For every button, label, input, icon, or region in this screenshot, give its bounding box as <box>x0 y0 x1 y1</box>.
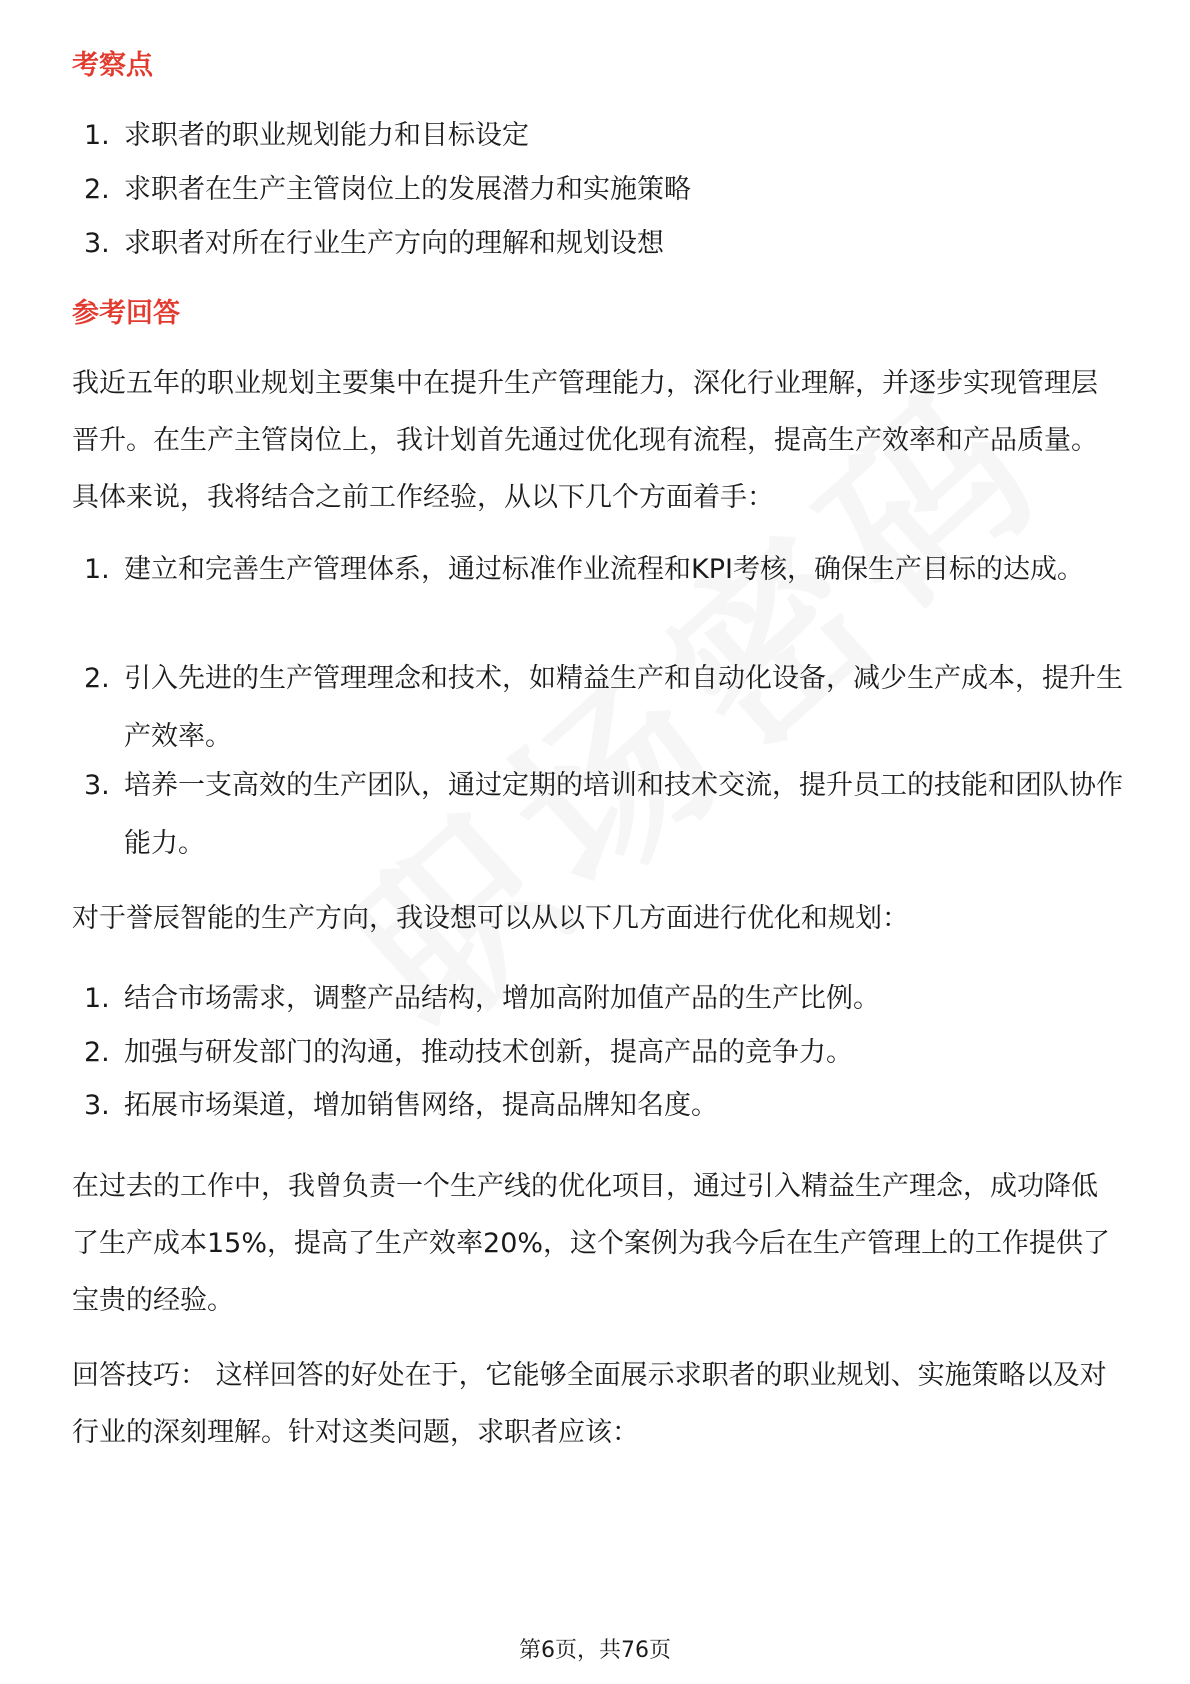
list-item <box>84 650 1124 766</box>
intro-paragraph: 我近五年的职业规划主要集中在提升生产管理能力，深化行业理解，并逐步实现管理层晋升。在生产主管岗位上，我计划首先通过优化现有流程，提高生产效率和产品质量。具体来说，我将结合之前工作经验，从以下几个方面着手： <box>72 368 1098 513</box>
section-heading-reference-answer: 参考回答 <box>72 298 180 329</box>
list-item-text: 拓展市场渠道，增加销售网络，提高品牌知名度。 <box>124 1090 718 1121</box>
tips-paragraph: 回答技巧： 这样回答的好处在于，它能够全面展示求职者的职业规划、实施策略以及对行业的深刻理解。针对这类问题，求职者应该： <box>72 1360 1107 1448</box>
list-item-text: 结合市场需求，调整产品结构，增加高附加值产品的生产比例。 <box>124 983 880 1014</box>
list-item-number: 1. <box>84 554 110 585</box>
list-item <box>84 107 1124 165</box>
list-item-text: 求职者在生产主管岗位上的发展潜力和实施策略 <box>124 174 691 205</box>
list-item-text: 引入先进的生产管理理念和技术，如精益生产和自动化设备，减少生产成本，提升生产效率。 <box>124 663 1123 752</box>
list-item <box>84 541 1124 599</box>
list-item-text: 求职者的职业规划能力和目标设定 <box>124 120 529 151</box>
list-item-text: 加强与研发部门的沟通，推动技术创新，提高产品的竞争力。 <box>124 1037 853 1068</box>
list-item <box>84 757 1124 873</box>
list-item <box>84 161 1124 219</box>
list-item <box>84 1024 1124 1082</box>
list-item-number: 1. <box>84 983 110 1014</box>
list-item-number: 3. <box>84 228 110 259</box>
page-number: 第6页，共76页 <box>519 1638 671 1663</box>
list-item-number: 2. <box>84 1037 110 1068</box>
list-item-number: 3. <box>84 770 110 801</box>
list-item <box>84 970 1124 1028</box>
list-item-number: 2. <box>84 174 110 205</box>
direction-paragraph: 对于誉辰智能的生产方向，我设想可以从以下几方面进行优化和规划： <box>72 903 909 934</box>
case-paragraph: 在过去的工作中，我曾负责一个生产线的优化项目，通过引入精益生产理念，成功降低了生产成本15%，提高了生产效率20%，这个案例为我今后在生产管理上的工作提供了宝贵的经验。 <box>72 1171 1111 1316</box>
list-item-text: 建立和完善生产管理体系，通过标准作业流程和KPI考核，确保生产目标的达成。 <box>124 554 1084 585</box>
list-item-number: 1. <box>84 120 110 151</box>
list-item-text: 培养一支高效的生产团队，通过定期的培训和技术交流，提升员工的技能和团队协作能力。 <box>124 770 1123 859</box>
list-item <box>84 1077 1124 1135</box>
section-heading-key-points: 考察点 <box>72 50 153 81</box>
list-item <box>84 215 1124 273</box>
list-item-number: 3. <box>84 1090 110 1121</box>
list-item-text: 求职者对所在行业生产方向的理解和规划设想 <box>124 228 664 259</box>
list-item-number: 2. <box>84 663 110 694</box>
